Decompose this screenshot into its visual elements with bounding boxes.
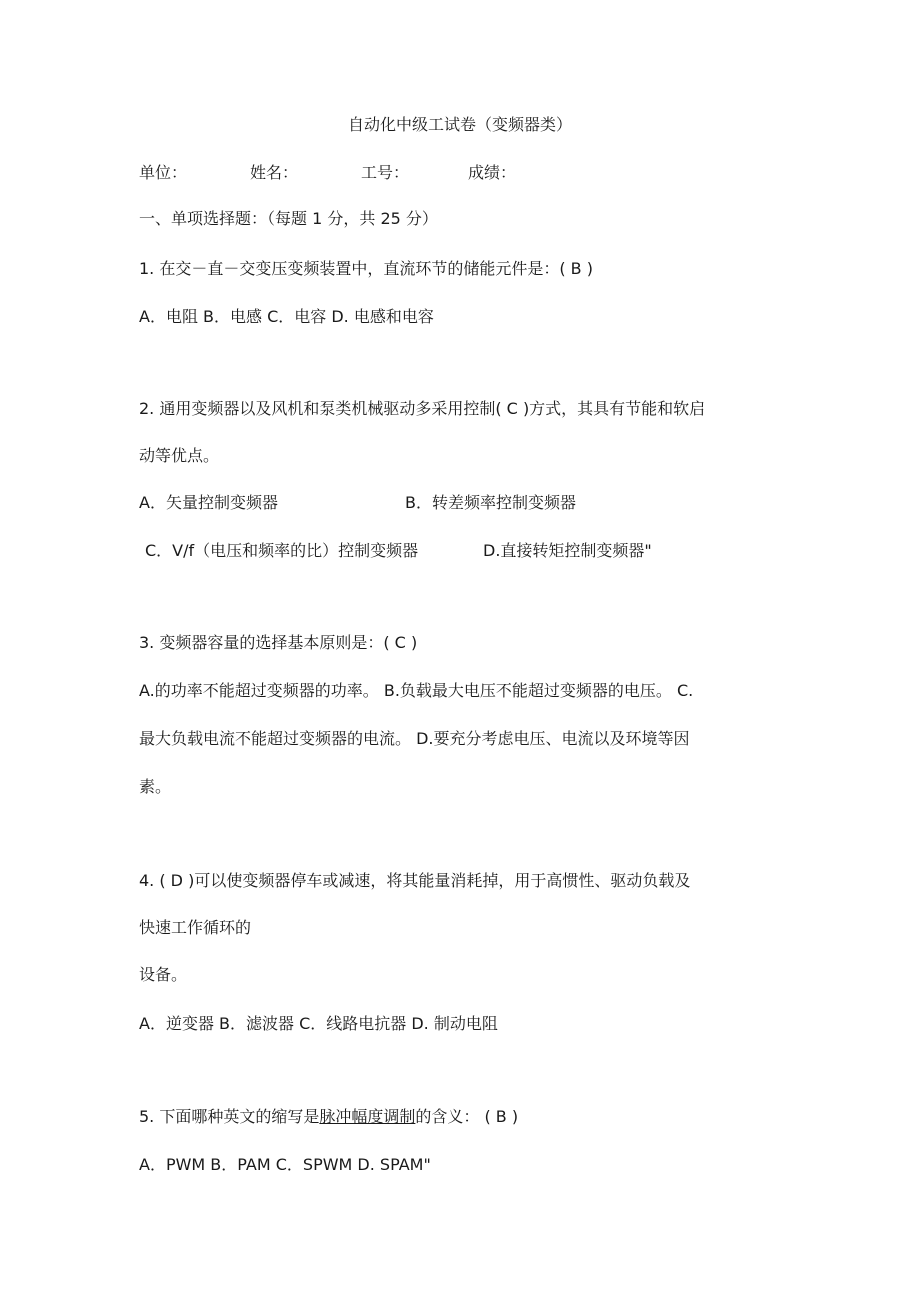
q2-option-c: C．V/f（电压和频率的比）控制变频器: [145, 541, 419, 560]
q4-options: A．逆变器 B．滤波器 C．线路电抗器 D. 制动电阻: [139, 1014, 498, 1033]
field-score: 成绩：: [468, 163, 517, 182]
q1-options: A．电阻 B．电感 C．电容 D. 电感和电容: [139, 307, 434, 326]
q2-stem-line1: 2. 通用变频器以及风机和泵类机械驱动多采用控制( C )方式，其具有节能和软启: [139, 399, 706, 418]
q4-stem-line1: 4. ( D )可以使变频器停车或减速，将其能量消耗掉，用于高惯性、驱动负载及: [139, 871, 691, 890]
field-id: 工号：: [361, 163, 410, 182]
exam-title: 自动化中级工试卷（变频器类）: [347, 115, 572, 134]
q2-option-a: A．矢量控制变频器: [139, 493, 278, 512]
q2-option-d: D.直接转矩控制变频器": [483, 541, 652, 560]
q3-line1: A.的功率不能超过变频器的功率。 B.负载最大电压不能超过变频器的电压。 C.: [139, 681, 694, 700]
section-heading: 一、单项选择题：（每题 1 分，共 25 分）: [139, 209, 438, 228]
q3-stem: 3. 变频器容量的选择基本原则是：( C ): [139, 633, 418, 652]
q4-stem-line3: 设备。: [139, 965, 188, 984]
q4-stem-line2: 快速工作循环的: [139, 918, 252, 937]
field-name: 姓名：: [250, 163, 299, 182]
q5-stem-underlined: 脉冲幅度调制: [319, 1107, 416, 1126]
q3-line3: 素。: [139, 777, 172, 796]
field-unit: 单位：: [139, 163, 188, 182]
q2-stem-line2: 动等优点。: [139, 446, 220, 465]
q5-stem-suffix: 的含义： ( B ): [415, 1107, 519, 1126]
q1-stem: 1. 在交－直－交变压变频装置中，直流环节的储能元件是：( B ): [139, 259, 593, 278]
q5-stem-prefix: 5. 下面哪种英文的缩写是: [139, 1107, 320, 1126]
q5-stem: [139, 1106, 518, 1128]
q3-line2: 最大负载电流不能超过变频器的电流。 D.要充分考虑电压、电流以及环境等因: [139, 729, 690, 748]
q5-options: A．PWM B．PAM C．SPWM D. SPAM": [139, 1155, 431, 1174]
q2-option-b: B．转差频率控制变频器: [405, 493, 576, 512]
